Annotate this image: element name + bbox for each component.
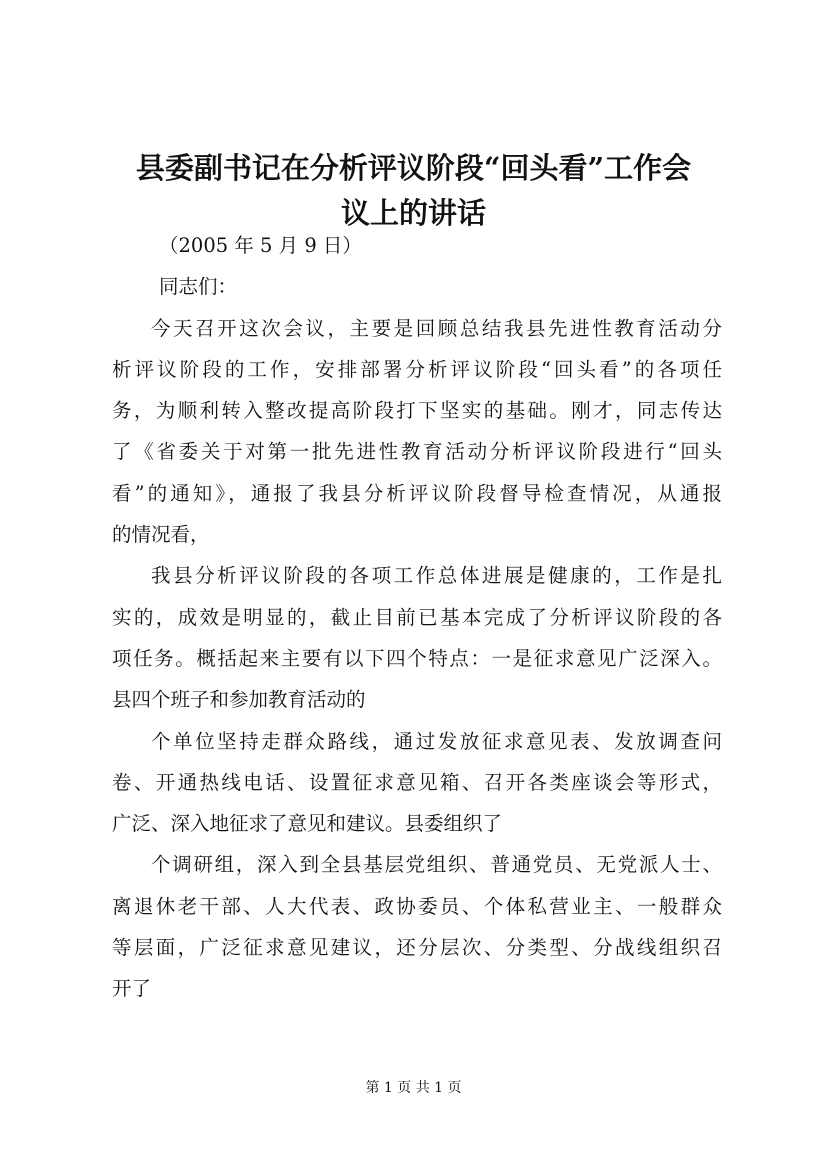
paragraph-1 <box>112 308 722 556</box>
page-number-footer: 第 1 页 共 1 页 <box>365 1080 462 1096</box>
paragraph-line: 析评议阶段的工作，安排部署分析评议阶段“回头看”的各项任 <box>112 357 722 381</box>
paragraph-line: 的情况看， <box>112 523 210 547</box>
paragraph-4 <box>112 844 722 1009</box>
paragraph-line: 县四个班子和参加教育活动的 <box>112 688 366 712</box>
paragraph-line: 实的，成效是明显的，截止目前已基本完成了分析评议阶段的各 <box>112 605 722 629</box>
paragraph-line: 我县分析评议阶段的各项工作总体进展是健康的，工作是扎 <box>151 564 722 588</box>
paragraph-line: 离退休老干部、人大代表、政协委员、个体私营业主、一般群众 <box>112 894 722 918</box>
paragraph-line: 了《省委关于对第一批先进性教育活动分析评议阶段进行“回头 <box>112 440 722 464</box>
paragraph-line: 等层面，广泛征求意见建议，还分层次、分类型、分战线组织召 <box>112 936 722 960</box>
speech-date: （2005 年 5 月 9 日） <box>159 234 362 257</box>
document-title <box>100 146 727 236</box>
paragraph-3 <box>112 721 722 845</box>
paragraph-line: 开了 <box>112 977 152 1001</box>
paragraph-line: 个单位坚持走群众路线，通过发放征求意见表、发放调查问 <box>151 729 722 753</box>
paragraph-2 <box>112 555 722 720</box>
paragraph-line: 看”的通知》，通报了我县分析评议阶段督导检查情况，从通报 <box>112 481 722 505</box>
title-line-2: 议上的讲话 <box>340 196 486 230</box>
paragraph-line: 今天召开这次会议，主要是回顾总结我县先进性教育活动分 <box>151 316 722 340</box>
paragraph-line: 卷、开通热线电话、设置征求意见箱、召开各类座谈会等形式， <box>112 770 722 794</box>
title-line-1: 县委副书记在分析评议阶段“回头看”工作会 <box>135 151 692 185</box>
paragraph-line: 个调研组，深入到全县基层党组织、普通党员、无党派人士、 <box>151 853 722 877</box>
paragraph-line: 广泛、深入地征求了意见和建议。县委组织了 <box>112 812 503 836</box>
document-body <box>112 225 722 1010</box>
paragraph-line: 务，为顺利转入整改提高阶段打下坚实的基础。刚才，同志传达 <box>112 399 722 423</box>
salutation: 同志们： <box>159 275 238 299</box>
paragraph-line: 项任务。概括起来主要有以下四个特点：一是征求意见广泛深入。 <box>112 646 722 670</box>
